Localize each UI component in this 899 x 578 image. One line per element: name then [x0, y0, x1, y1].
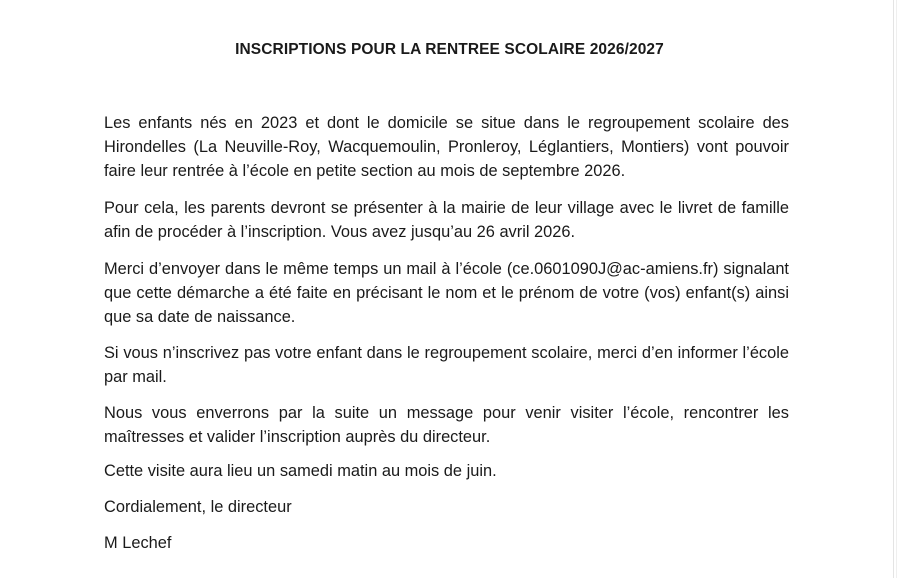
- paragraph-email-school: Merci d’envoyer dans le même temps un mail à l’école (ce.0601090J@ac-amiens.fr) signalant que cette démarche a été faite en précisant le nom et le prénom de votre (vos) enfant(s) ainsi que sa date de naissance.: [104, 260, 789, 326]
- signature: M Lechef: [104, 534, 172, 552]
- paragraph-school-visit: Nous vous enverrons par la suite un message pour venir visiter l’école, rencontrer les maîtresses et valider l’inscription auprès du directeur.: [104, 404, 789, 446]
- paragraph-inform-school: Si vous n’inscrivez pas votre enfant dans le regroupement scolaire, merci d’en informer l’école par mail.: [104, 344, 789, 386]
- paragraph-enrollment-eligibility: Les enfants nés en 2023 et dont le domicile se situe dans le regroupement scolaire des Hirondelles (La Neuville-Roy, Wacquemoulin, Pronleroy, Léglantiers, Montiers) vont pouvoir faire leur rentrée à l’école en petite section au mois de septembre 2026.: [104, 114, 789, 180]
- document-title: INSCRIPTIONS POUR LA RENTREE SCOLAIRE 2026/2027: [235, 41, 664, 58]
- scan-edge-line: [893, 0, 894, 578]
- scan-edge-line-secondary: [896, 0, 897, 578]
- closing-line: Cordialement, le directeur: [104, 498, 292, 516]
- paragraph-visit-date: Cette visite aura lieu un samedi matin au mois de juin.: [104, 462, 497, 480]
- paragraph-town-hall-registration: Pour cela, les parents devront se présenter à la mairie de leur village avec le livret de famille afin de procéder à l’inscription. Vous avez jusqu’au 26 avril 2026.: [104, 199, 789, 241]
